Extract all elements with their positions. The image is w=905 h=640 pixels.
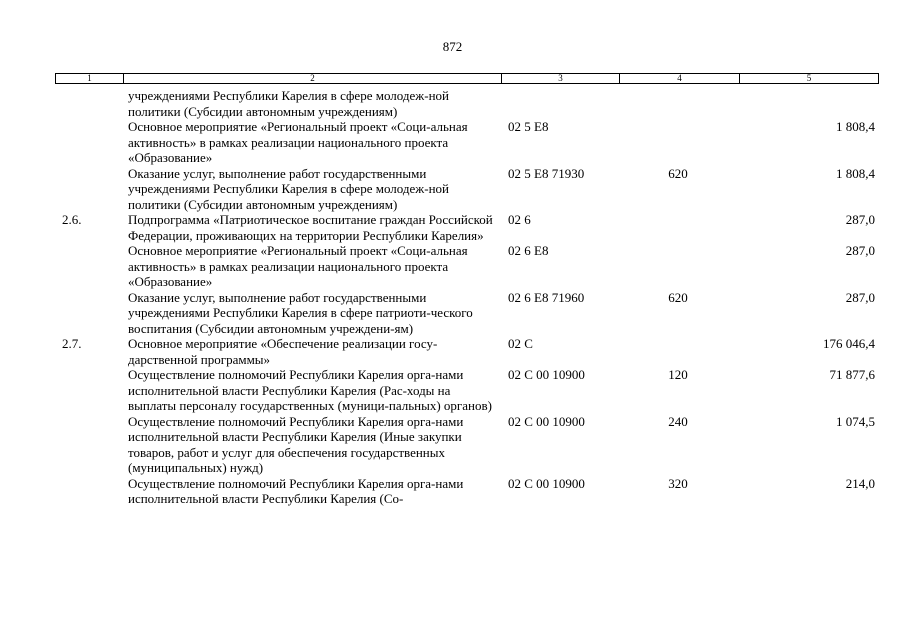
- header-col-5: 5: [739, 74, 878, 83]
- row-amount: 287,0: [845, 212, 875, 227]
- row-code: 02 C 00 10900: [508, 413, 585, 429]
- row-code: 02 6 E8: [508, 243, 549, 258]
- header-col-2: 2: [123, 74, 501, 83]
- row-code: 02 C 00 10900: [508, 367, 585, 382]
- row-amount: 71 877,6: [829, 367, 875, 382]
- row-expense-type: 240: [668, 413, 688, 429]
- row-code: 02 C 00 10900: [508, 475, 585, 491]
- row-name: Основное мероприятие «Обеспечение реализации госу-дарственной программы»: [128, 336, 438, 367]
- row-amount: 176 046,4: [823, 336, 875, 351]
- table-row: [55, 367, 879, 414]
- row-amount: 1 808,4: [836, 119, 875, 134]
- table-row: [55, 290, 879, 337]
- header-col-1: 1: [87, 73, 92, 83]
- row-amount: 1 074,5: [836, 413, 875, 429]
- row-name: Осуществление полномочий Республики Карелия орга-нами исполнительной власти Республики Карелия (Рас-ходы на выплаты персоналу государственных (муници-пальных) органов): [128, 367, 492, 413]
- row-name: Осуществление полномочий Республики Карелия орга-нами исполнительной власти Республики Карелия (Со-: [128, 475, 464, 506]
- row-amount: 287,0: [845, 243, 875, 258]
- table-header: [55, 73, 879, 84]
- row-expense-type: 620: [668, 165, 688, 181]
- row-name: Осуществление полномочий Республики Карелия орга-нами исполнительной власти Республики Карелия (Иные закупки товаров, работ и услуг для обеспечения государственных (муниципальных) нужд): [128, 413, 464, 475]
- table-row: [55, 166, 879, 213]
- row-code: 02 6: [508, 212, 531, 227]
- header-col-3: 3: [501, 74, 619, 83]
- budget-table: [55, 88, 879, 507]
- table-row: [55, 88, 879, 119]
- row-code: 02 C: [508, 336, 533, 351]
- row-code: 02 6 E8 71960: [508, 289, 585, 305]
- table-row: [55, 336, 879, 367]
- row-name: Основное мероприятие «Региональный проект «Соци-альная активность» в рамках реализации национального проекта «Образование»: [128, 119, 468, 165]
- row-name: учреждениями Республики Карелия в сфере молодеж-ной политики (Субсидии автономным учреждениям): [128, 88, 449, 119]
- row-number: 2.7.: [62, 336, 82, 351]
- row-amount: 287,0: [845, 289, 875, 305]
- table-row: [55, 119, 879, 166]
- row-name: Оказание услуг, выполнение работ государственными учреждениями Республики Карелия в сфере патриоти-ческого воспитания (Субсидии автономным учреждени-ям): [128, 289, 473, 336]
- table-row: [55, 243, 879, 290]
- row-name: Подпрограмма «Патриотическое воспитание граждан Российской Федерации, проживающих на территории Республики Карелия»: [128, 212, 493, 243]
- header-col-4: 4: [619, 74, 739, 83]
- table-row: [55, 212, 879, 243]
- row-code: 02 5 E8 71930: [508, 165, 585, 181]
- row-expense-type: 620: [668, 289, 688, 305]
- table-row: [55, 476, 879, 507]
- row-amount: 214,0: [845, 475, 875, 491]
- row-amount: 1 808,4: [836, 165, 875, 181]
- row-number: 2.6.: [62, 212, 82, 227]
- row-expense-type: 120: [668, 367, 688, 382]
- page-number: 872: [442, 39, 463, 54]
- table-row: [55, 414, 879, 476]
- row-name: Оказание услуг, выполнение работ государственными учреждениями Республики Карелия в сфере молодеж-ной политики (Субсидии автономным учреждениям): [128, 165, 449, 212]
- row-code: 02 5 E8: [508, 119, 549, 134]
- row-expense-type: 320: [668, 475, 688, 491]
- row-name: Основное мероприятие «Региональный проект «Соци-альная активность» в рамках реализации национального проекта «Образование»: [128, 243, 468, 289]
